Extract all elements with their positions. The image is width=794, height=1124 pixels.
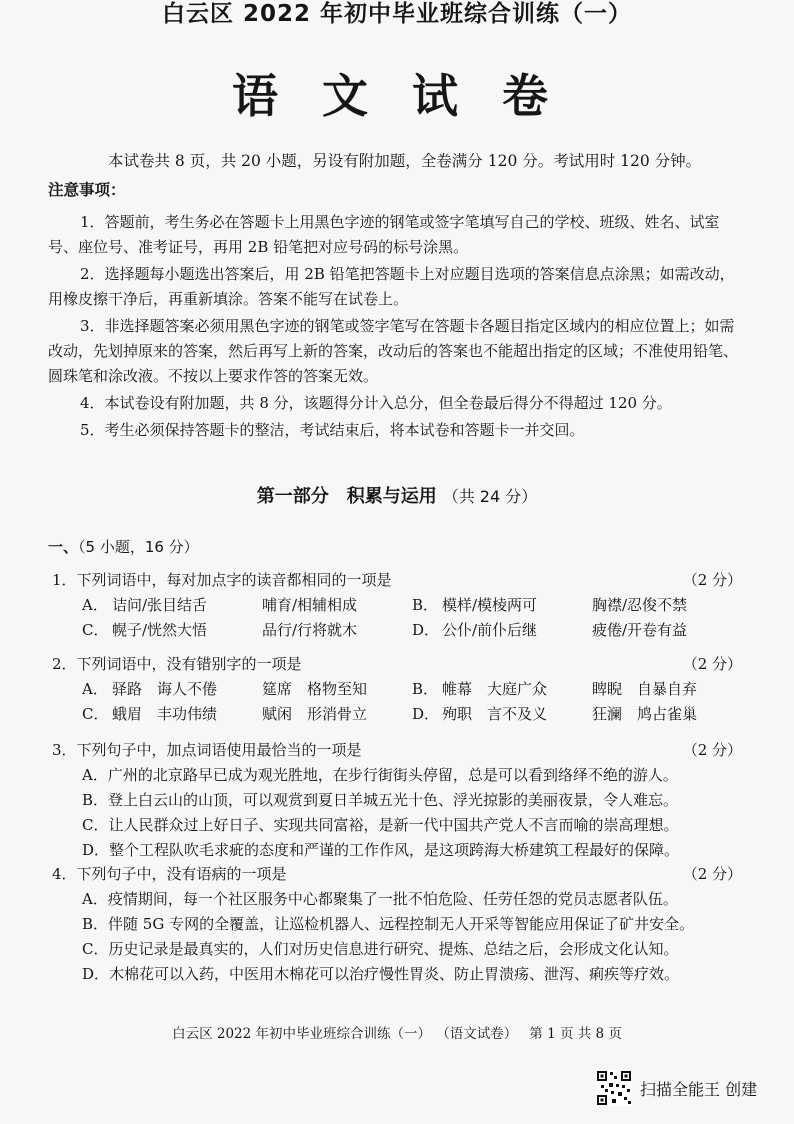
- question-3: [52, 738, 742, 863]
- footer-exam-name: 白云区 2022 年初中毕业班综合训练（一）: [172, 1026, 432, 1042]
- exam-title: 白云区 2022 年初中毕业班综合训练（一）: [161, 1, 633, 27]
- sentence-option-c: C．让人民群众过上好日子、实现共同富裕，是新一代中国共产党人不言而喻的崇高理想。: [82, 816, 679, 834]
- scanner-watermark: [596, 1070, 757, 1106]
- intro-text: 本试卷共 8 页，共 20 小题，另设有附加题，全卷满分 120 分。考试用时 120 分钟。: [108, 152, 702, 170]
- notice-item: 5．考生必须保持答题卡的整洁，考试结束后，将本试卷和答题卡一并交回。: [80, 421, 585, 439]
- question-1: [52, 568, 742, 643]
- sentence-option-d: D．整个工程队吹毛求疵的态度和严谨的工作作风，是这项跨海大桥建筑工程最好的保障。: [82, 841, 680, 859]
- paper-title: 语 文 试 卷: [231, 69, 563, 123]
- sentence-option-a: A．广州的北京路早已成为观光胜地，在步行街街头停留，总是可以看到络绎不绝的游人。: [82, 766, 678, 784]
- part-label: [48, 536, 199, 557]
- sentence-option-b: B．伴随 5G 专网的全覆盖，让巡检机器人、远程控制无人开采等智能应用保证了矿井安全。: [82, 915, 695, 933]
- question-stem: 4．下列句子中，没有语病的一项是: [52, 865, 287, 883]
- option-c: C． 幌子/恍然大悟 品行/行将就木: [82, 621, 358, 639]
- page-footer: [0, 1022, 794, 1042]
- sentence-option-b: B．登上白云山的山顶，可以观赏到夏日羊城五光十色、浮光掠影的美丽夜景，令人难忘。: [82, 791, 679, 809]
- option-d: D． 殉职 言不及义 狂澜 鸠占雀巢: [412, 705, 698, 723]
- notice-item: 1．答题前，考生务必在答题卡上用黑色字迹的钢笔或签字笔填写自己的学校、班级、姓名、试室号、座位号、准考证号，再用 2B 铅笔把对应号码的标号涂黑。: [48, 213, 720, 256]
- option-d: D． 公仆/前仆后继 疲倦/开卷有益: [412, 621, 688, 639]
- question-points: （2 分）: [682, 655, 742, 673]
- qr-code-icon: [596, 1070, 632, 1106]
- section-name: 第一部分 积累与运用: [256, 486, 437, 507]
- question-2: [52, 652, 742, 727]
- question-stem: 3．下列句子中，加点词语使用最恰当的一项是: [52, 741, 362, 759]
- notice-list: [48, 210, 748, 445]
- sentence-option-d: D．木棉花可以入药，中医用木棉花可以治疗慢性胃炎、防止胃溃疡、泄泻、痢疾等疗效。: [82, 965, 680, 983]
- question-points: （2 分）: [682, 741, 742, 759]
- watermark-label: 扫描全能王 创建: [640, 1079, 758, 1099]
- option-c: C． 蛾眉 丰功伟绩 赋闲 形消骨立: [82, 705, 368, 723]
- notice-item: 3．非选择题答案必须用黑色字迹的钢笔或签字笔写在答题卡各题目指定区域内的相应位置上；如需改动，先划掉原来的答案，然后再写上新的答案，改动后的答案也不能超出指定的区域；不准使用铅笔、圆珠笔和涂改液。不按以上要求作答的答案无效。: [48, 317, 739, 385]
- question-stem: 1．下列词语中，每对加点字的读音都相同的一项是: [52, 571, 392, 589]
- question-points: （2 分）: [682, 571, 742, 589]
- footer-subject: （语文试卷）: [443, 1026, 518, 1042]
- part-number: 一、: [48, 538, 79, 556]
- section-title: [0, 482, 794, 508]
- option-b: B． 帷幕 大庭广众 睥睨 自暴自弃: [412, 680, 698, 698]
- question-points: （2 分）: [682, 865, 742, 883]
- option-b: B． 模样/模棱两可 胸襟/忍俊不禁: [412, 596, 688, 614]
- footer-page-number: 第 1 页 共 8 页: [529, 1026, 622, 1042]
- option-a: A． 诘问/张目结舌 哺育/相辅相成: [82, 596, 358, 614]
- option-a: A． 驿路 诲人不倦 筵席 格物至知: [82, 680, 368, 698]
- sentence-option-c: C．历史记录是最真实的，人们对历史信息进行研究、提炼、总结之后，会形成文化认知。: [82, 940, 679, 958]
- part-detail: （5 小题，16 分）: [78, 538, 199, 556]
- question-4: [52, 862, 742, 987]
- notice-item: 2．选择题每小题选出答案后，用 2B 铅笔把答题卡上对应题目选项的答案信息点涂黑；如需改动，用橡皮擦干净后，再重新填涂。答案不能写在试卷上。: [48, 265, 735, 308]
- question-stem: 2．下列词语中，没有错别字的一项是: [52, 655, 302, 673]
- notice-item: 4．本试卷设有附加题，共 8 分，该题得分计入总分，但全卷最后得分不得超过 120 分。: [80, 394, 672, 412]
- notice-heading: 注意事项：: [48, 181, 126, 199]
- sentence-option-a: A．疫情期间，每一个社区服务中心都聚集了一批不怕危险、任劳任怨的党员志愿者队伍。: [82, 890, 678, 908]
- section-score: （共 24 分）: [442, 487, 538, 506]
